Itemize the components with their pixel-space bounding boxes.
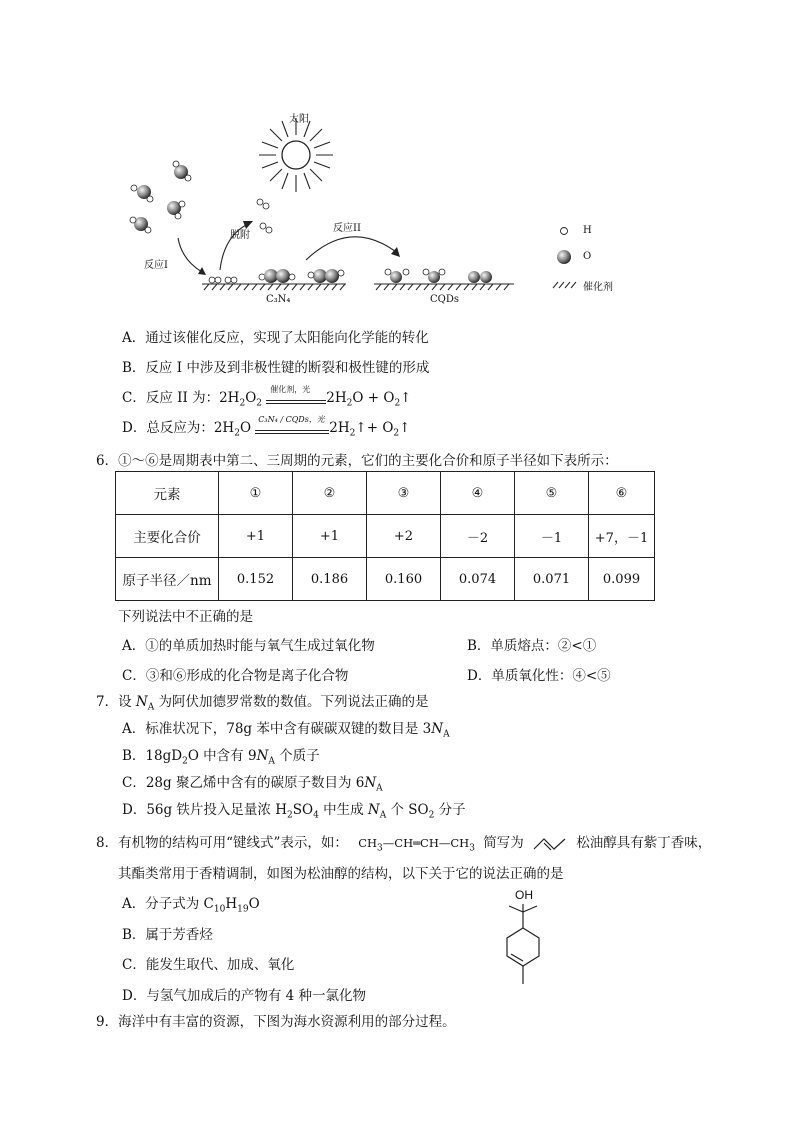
q7-d-e: 分子 [434, 802, 466, 818]
table-cell: +1 [219, 515, 293, 558]
water-molecule [131, 185, 153, 202]
q8-option-c: C．能发生取代、加成、氧化 [122, 957, 295, 973]
na-sub: A [379, 810, 387, 821]
q7-stem [96, 690, 429, 713]
q6-table [115, 471, 655, 601]
na-sub: A [268, 756, 275, 767]
q5-option-d-prefix: D．总反应为： [122, 420, 214, 436]
table-cell: 0.160 [367, 558, 441, 601]
q5-c-condition: 催化剂，光 [270, 384, 311, 394]
table-row [116, 515, 655, 558]
q7-b-b: O 中含有 9 [187, 748, 257, 764]
q5-option-c-prefix: C．反应 II 为： [122, 390, 220, 406]
reaction2-label: 反应II [333, 223, 361, 234]
table-cell: －2 [441, 515, 515, 558]
q7-option-a-text: A．标准状况下，78g 苯中含有碳碳双键的数目是 3 [122, 721, 432, 737]
table-cell: －1 [515, 515, 589, 558]
c3n4-label: C₃N₄ [266, 294, 291, 305]
q7-b-c: 个质子 [274, 748, 320, 764]
q6-stem: 6．①～⑥是周期表中第二、三周期的元素，它们的主要化合价和原子半径如下表所示： [96, 453, 618, 469]
table-cell: ③ [367, 472, 441, 515]
table-cell: 0.186 [293, 558, 367, 601]
q7-option-c [122, 771, 383, 794]
na-symbol: N [135, 694, 148, 710]
legend-o-label: O [583, 251, 592, 262]
q7-option-a [122, 717, 450, 740]
q8-a-sub2: 19 [237, 904, 249, 915]
q8-option-a [122, 892, 260, 915]
q7-d-d: 个 SO [386, 802, 429, 818]
reaction1-arrowhead [198, 267, 206, 275]
q8-line1-b: 简写为 [483, 835, 524, 851]
q9-stem: 9．海洋中有丰富的资源，下图为海水资源利用的部分过程。 [96, 1014, 456, 1030]
legend-catalyst-label: 催化剂 [583, 282, 613, 293]
na-symbol: N [367, 802, 380, 818]
sun-icon [259, 118, 333, 192]
cqds-label: CQDs [430, 294, 459, 305]
table-cell: ① [219, 472, 293, 515]
q5-option-d: D．总反应为：$2H_2O$ C₃N₄ / CQDs，光 $2H_2↑+$ $O_2↑$ [122, 414, 411, 439]
q5-option-a: A．通过该催化反应，实现了太阳能向化学能的转化 [122, 330, 429, 346]
q6-option-d: D．单质氧化性：④<⑤ [467, 668, 611, 684]
cqds-surface [374, 284, 514, 290]
table-cell: ④ [441, 472, 515, 515]
table-cell: +1 [293, 515, 367, 558]
q8-a-a: A．分子式为 C [122, 896, 214, 912]
q8-a-sub1: 10 [213, 904, 226, 915]
hydrogen-molecule [257, 199, 272, 233]
q7-option-b: B．$18gD_2O$ 中含有 $9N_A$ 个质子 [122, 748, 320, 767]
q7-b-a: B．18gD [122, 748, 183, 764]
water-molecule [130, 217, 151, 233]
q7-stem-b: 为阿伏加德罗常数的数值。下列说法正确的是 [154, 694, 429, 710]
q6-option-c: C．③和⑥形成的化合物是离子化合物 [122, 668, 349, 684]
table-cell: 主要化合价 [116, 515, 219, 558]
na-sub: A [443, 729, 450, 740]
q5-d-condition: C₃N₄ / CQDs，光 [258, 414, 325, 424]
table-cell: 0.099 [589, 558, 655, 601]
q8-a-c: O [248, 896, 260, 912]
q8-a-b: H [225, 896, 238, 912]
table-cell: 0.152 [219, 558, 293, 601]
table-cell: ⑤ [515, 472, 589, 515]
q7-d-a: D．56g 铁片投入足量浓 H [122, 802, 287, 818]
q8-line1-c: 松油醇具有紫丁香味， [576, 835, 712, 851]
na-symbol: N [364, 775, 377, 791]
table-cell: ⑥ [589, 472, 655, 515]
q7-d-b: SO [292, 802, 314, 818]
na-sub: A [147, 702, 155, 713]
q5-option-b: B．反应 I 中涉及到非极性键的断裂和极性键的形成 [122, 360, 430, 376]
butene-condensed-formula: $CH_3—CH═CH—CH_3$ [358, 836, 475, 854]
table-cell: +7，－1 [589, 515, 655, 558]
legend-o-icon [557, 250, 571, 264]
water-molecule [173, 161, 191, 181]
reaction1-arrow [178, 238, 202, 272]
legend-catalyst-icon [553, 282, 576, 288]
q6-option-a: A．①的单质加热时能与氧气生成过氧化物 [122, 638, 375, 654]
q6-ask: 下列说法中不正确的是 [118, 609, 253, 625]
water-molecule [167, 201, 185, 219]
oh-label: OH [515, 888, 533, 902]
c3n4-surface [202, 284, 346, 290]
q8-option-d: D．与氢气加成后的产物有 4 种一氯化物 [122, 988, 366, 1004]
legend-h-label: H [583, 225, 592, 236]
table-cell: 0.071 [515, 558, 589, 601]
na-symbol: N [431, 721, 444, 737]
legend-h-icon [561, 228, 568, 235]
q7-option-c-text: C．28g 聚乙烯中含有的碳原子数目为 6 [122, 775, 365, 791]
terpineol-structure [495, 890, 555, 990]
desorb-label: 脱附 [230, 230, 250, 241]
q8-line2: 其酯类常用于香精调制，如图为松油醇的结构，以下关于它的说法正确的是 [118, 866, 564, 882]
q5-option-c: C．反应 II 为：$2H_2O_2$ 催化剂，光 $2H_2O$ + $O_2↑$ [122, 384, 412, 409]
q7-stem-a: 7．设 [96, 694, 136, 710]
na-symbol: N [256, 748, 269, 764]
q7-option-d: D．56g 铁片投入足量浓 $H_2SO_4$ 中生成 $N_A$ 个 $SO_2$ 分子 [122, 802, 466, 821]
q8-line1 [96, 831, 711, 853]
sun-label: 太阳 [289, 114, 309, 125]
q7-d-c: 中生成 [318, 802, 368, 818]
table-cell: 元素 [116, 472, 219, 515]
q8-option-b: B．属于芳香烃 [122, 927, 213, 943]
table-cell: 原子半径／nm [116, 558, 219, 601]
table-row [116, 472, 655, 515]
reaction1-label: 反应I [144, 260, 168, 271]
q6-option-b: B．单质熔点：②<① [467, 638, 597, 654]
table-cell: ② [293, 472, 367, 515]
q8-line1-a: 8．有机物的结构可用“键线式”表示，如： [96, 835, 348, 851]
reaction2-arrowhead [391, 247, 400, 257]
butene-skeletal-icon [532, 836, 568, 852]
reaction2-arrow [306, 237, 396, 260]
table-row [116, 558, 655, 601]
table-cell: 0.074 [441, 558, 515, 601]
na-sub: A [376, 783, 383, 794]
table-cell: +2 [367, 515, 441, 558]
